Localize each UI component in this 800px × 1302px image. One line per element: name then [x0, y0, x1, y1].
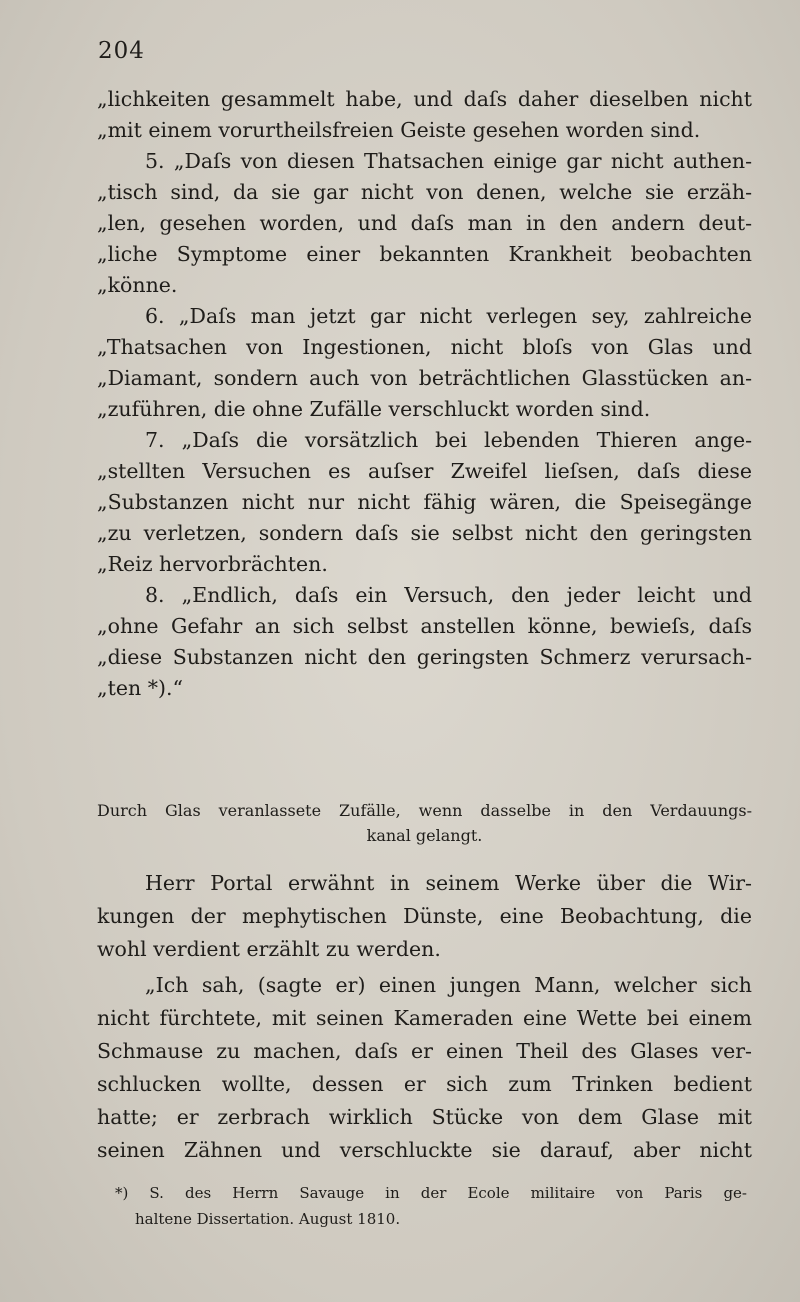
section-heading — [97, 798, 752, 848]
text-line: nicht fürchtete, mit seinen Kameraden eine Wette bei einem — [97, 1006, 752, 1030]
text-line: „Diamant, sondern auch von beträchtlichen Glasstücken an- — [97, 366, 752, 390]
text-line: „tisch sind, da sie gar nicht von denen, welche sie erzäh- — [97, 180, 752, 204]
footnote-line: *) S. des Herrn Savauge in der Ecole militaire von Paris ge- — [115, 1184, 747, 1202]
text-line: „ten *).“ — [97, 676, 183, 700]
text-line: „zu verletzen, sondern daſs sie selbst nicht den geringsten — [97, 521, 752, 545]
text-line: „lichkeiten gesammelt habe, und daſs daher dieselben nicht — [97, 87, 752, 111]
text-line: schlucken wollte, dessen er sich zum Trinken bedient — [97, 1072, 752, 1096]
section-heading-line: kanal gelangt. — [366, 826, 483, 845]
text-line: „Thatsachen von Ingestionen, nicht bloſs von Glas und — [97, 335, 752, 359]
section-heading-line: Durch Glas veranlassete Zufälle, wenn dasselbe in den Verdauungs- — [97, 801, 752, 820]
text-line: „könne. — [97, 273, 178, 297]
text-line: 5. „Daſs von diesen Thatsachen einige gar nicht authen- — [145, 149, 752, 173]
text-line: Schmause zu machen, daſs er einen Theil des Glases ver- — [97, 1039, 752, 1063]
text-line: „stellten Versuchen es auſser Zweifel lieſsen, daſs diese — [97, 459, 752, 483]
text-line: 8. „Endlich, daſs ein Versuch, den jeder leicht und — [145, 583, 752, 607]
text-line: „zuführen, die ohne Zufälle verschluckt worden sind. — [97, 397, 651, 421]
text-line: „Reiz hervorbrächten. — [97, 552, 328, 576]
page-number: 204 — [98, 38, 145, 64]
text-line: wohl verdient erzählt zu werden. — [97, 937, 441, 961]
text-line: seinen Zähnen und verschluckte sie darauf, aber nicht — [97, 1138, 752, 1162]
text-line: „Ich sah, (sagte er) einen jungen Mann, welcher sich — [145, 973, 752, 997]
text-line: 7. „Daſs die vorsätzlich bei lebenden Thieren ange- — [145, 428, 752, 452]
text-line: „Substanzen nicht nur nicht fähig wären, die Speisegänge — [97, 490, 752, 514]
text-line: „ohne Gefahr an sich selbst anstellen könne, bewieſs, daſs — [97, 614, 752, 638]
text-line: „liche Symptome einer bekannten Krankheit beobachten — [97, 242, 752, 266]
text-line: 6. „Daſs man jetzt gar nicht verlegen sey, zahlreiche — [145, 304, 752, 328]
footnote-line: haltene Dissertation. August 1810. — [135, 1210, 401, 1228]
text-line: Herr Portal erwähnt in seinem Werke über die Wir- — [145, 871, 752, 895]
footnote — [115, 1180, 747, 1232]
text-line: kungen der mephytischen Dünste, eine Beobachtung, die — [97, 904, 752, 928]
text-line: „diese Substanzen nicht den geringsten Schmerz verursach- — [97, 645, 752, 669]
text-line: hatte; er zerbrach wirklich Stücke von dem Glase mit — [97, 1105, 752, 1129]
text-line: „len, gesehen worden, und daſs man in den andern deut- — [97, 211, 752, 235]
text-line: „mit einem vorurtheilsfreien Geiste gesehen worden sind. — [97, 118, 701, 142]
